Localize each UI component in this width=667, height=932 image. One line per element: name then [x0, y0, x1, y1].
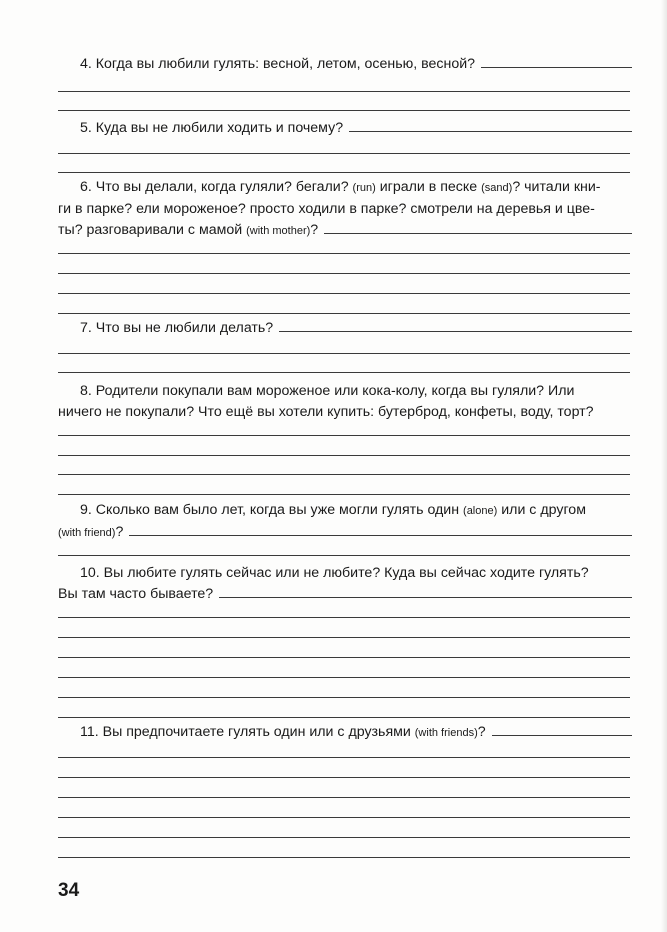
question-10: [58, 563, 632, 605]
answer-line[interactable]: [58, 172, 630, 173]
answer-line[interactable]: [58, 697, 630, 698]
question-8-line1: 8. Родители покупали вам мороженое или кока-колу, когда вы гуляли? Или: [80, 383, 575, 399]
question-6: [58, 177, 632, 242]
answer-line[interactable]: [58, 817, 630, 818]
answer-line[interactable]: [58, 637, 630, 638]
answer-line[interactable]: [129, 523, 632, 536]
answer-line[interactable]: [324, 221, 632, 234]
question-11-with-friends: (with friends): [414, 727, 478, 739]
answer-line[interactable]: [58, 91, 630, 92]
answer-line[interactable]: [58, 857, 630, 858]
question-7: [58, 318, 632, 339]
answer-line[interactable]: [58, 372, 630, 373]
question-7-text: 7. Что вы не любили делать?: [80, 320, 274, 336]
question-10-line1: 10. Вы любите гулять сейчас или не любите? Куда вы сейчас ходите гулять?: [80, 565, 589, 581]
question-6-line3a: ты? разговаривали с мамой: [58, 222, 243, 238]
question-5: [58, 118, 632, 139]
answer-line[interactable]: [481, 55, 632, 68]
answer-line[interactable]: [58, 110, 630, 111]
answer-line[interactable]: [58, 313, 630, 314]
answer-line[interactable]: [58, 717, 630, 718]
question-6-line2: ги в парке? ели мороженое? просто ходили в парке? смотрели на деревья и цве-: [58, 201, 595, 217]
question-9-part1: 9. Сколько вам было лет, когда вы уже могли гулять один: [80, 502, 460, 518]
answer-line[interactable]: [279, 319, 632, 332]
question-10-line2: Вы там часто бываете?: [58, 586, 214, 602]
answer-line[interactable]: [58, 474, 630, 475]
answer-line[interactable]: [58, 253, 630, 254]
question-8-line2: ничего не покупали? Что ещё вы хотели купить: бутерброд, конфеты, воду, торт?: [58, 404, 594, 420]
question-6-part3: ? читали кни-: [512, 179, 601, 195]
question-6-part2: играли в песке: [379, 179, 478, 195]
question-6-with-mother: (with mother): [246, 225, 311, 237]
answer-line[interactable]: [58, 353, 630, 354]
answer-line[interactable]: [58, 777, 630, 778]
question-11-part1: 11. Вы предпочитаете гулять один или с друзьями: [80, 724, 411, 740]
question-11-part2: ?: [477, 724, 486, 740]
question-11: [58, 722, 632, 744]
answer-line[interactable]: [58, 555, 630, 556]
answer-line[interactable]: [58, 494, 630, 495]
answer-line[interactable]: [58, 435, 630, 436]
answer-line[interactable]: [219, 585, 632, 598]
answer-line[interactable]: [58, 837, 630, 838]
question-6-sand: (sand): [481, 182, 513, 194]
answer-line[interactable]: [58, 153, 630, 154]
answer-line[interactable]: [58, 757, 630, 758]
question-8: [58, 381, 632, 423]
answer-line[interactable]: [492, 723, 632, 736]
question-9-alone: (alone): [463, 505, 498, 517]
answer-line[interactable]: [58, 617, 630, 618]
answer-line[interactable]: [58, 273, 630, 274]
answer-line[interactable]: [349, 119, 632, 132]
answer-line[interactable]: [58, 455, 630, 456]
question-4: [58, 54, 632, 75]
question-9: [58, 500, 632, 544]
page-number: 34: [58, 880, 80, 901]
question-9-with-friend: (with friend): [58, 527, 116, 539]
question-6-part1: 6. Что вы делали, когда гуляли? бегали?: [80, 179, 349, 195]
answer-line[interactable]: [58, 797, 630, 798]
question-9-part2: или с другом: [501, 502, 586, 518]
question-4-text: 4. Когда вы любили гулять: весной, летом, осенью, весной?: [80, 56, 476, 72]
question-9-part3: ?: [115, 524, 124, 540]
page-edge-shadow: [661, 0, 667, 932]
question-6-line3b: ?: [310, 222, 319, 238]
answer-line[interactable]: [58, 293, 630, 294]
question-5-text: 5. Куда вы не любили ходить и почему?: [80, 120, 344, 136]
answer-line[interactable]: [58, 677, 630, 678]
question-6-run: (run): [352, 182, 376, 194]
answer-line[interactable]: [58, 657, 630, 658]
